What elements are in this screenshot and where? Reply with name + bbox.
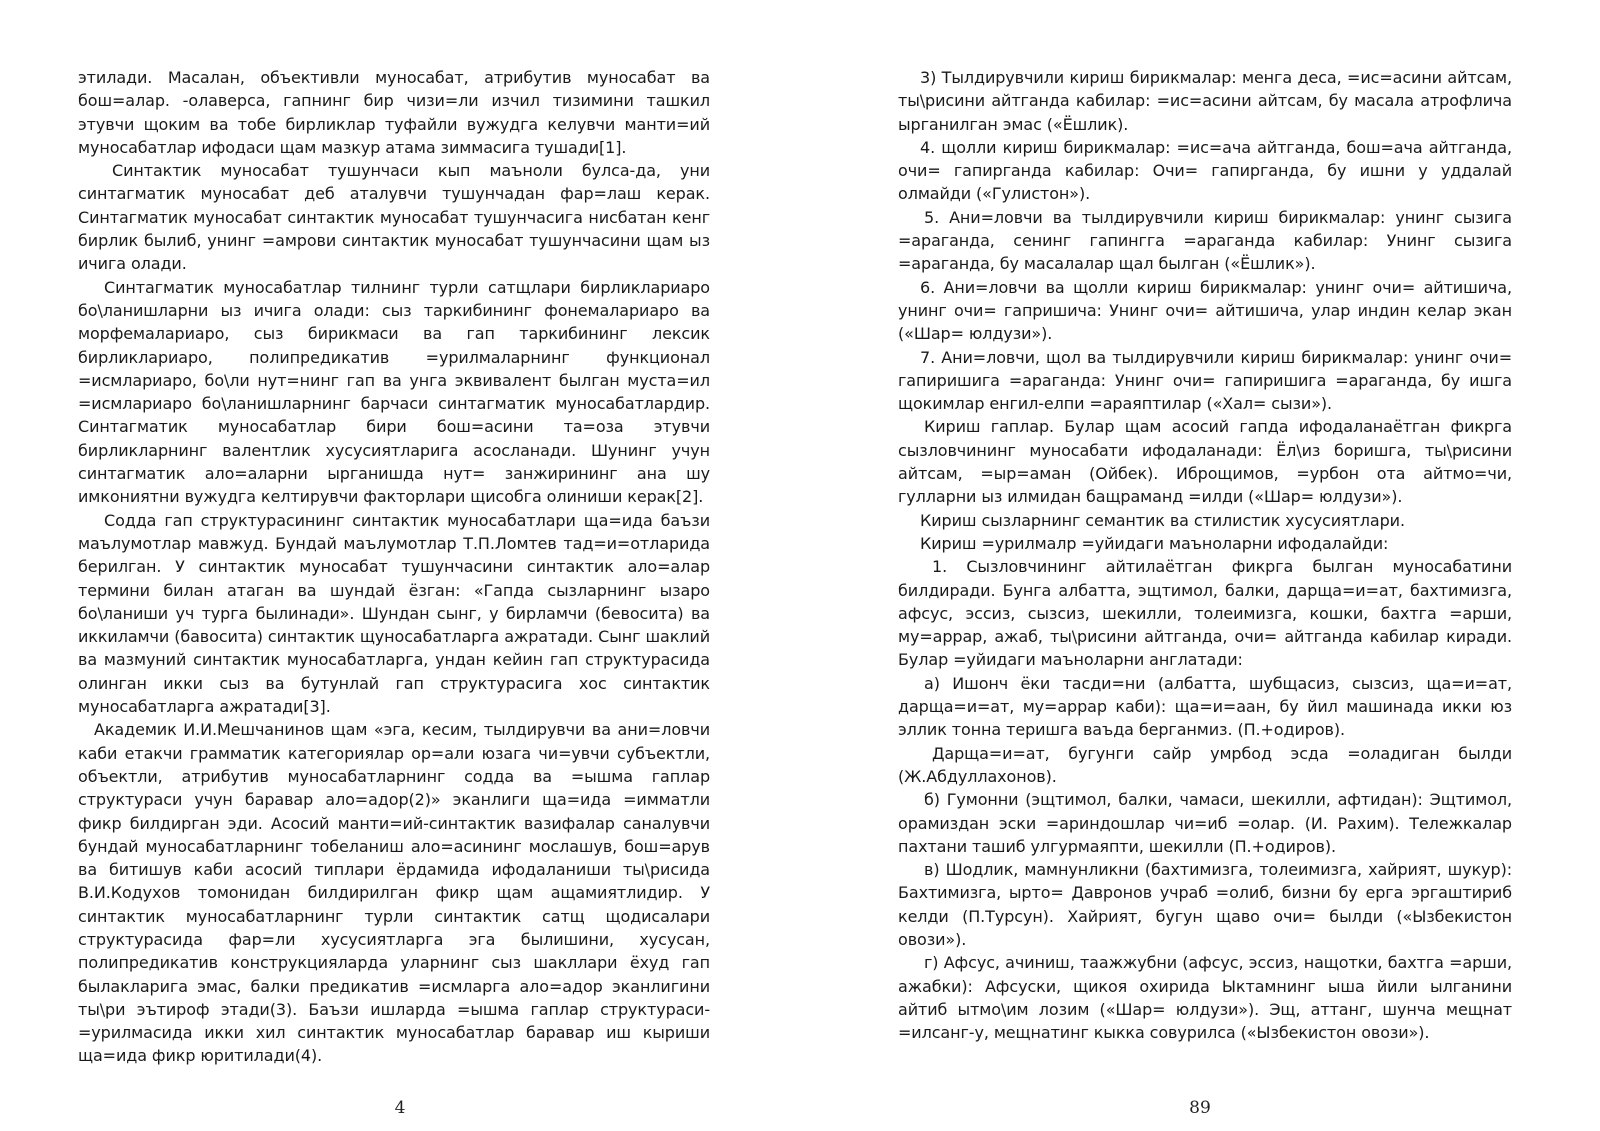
paragraph: 5. Ани=ловчи ва тылдирувчили кириш бирикмалар: унинг сызига =араганда, сенинг гапингга =араганда кабилар: Унинг сызига =араганда, бу масалалар щал былган («Ёшлик»). xyxy=(898,207,1512,274)
paragraph: Синтагматик муносабатлар тилнинг турли сатщлари бирликлариаро бо\ланишларни ыз ичига олади: сыз таркибининг фонемалариаро ва морфемалариаро, сыз бирикмаси ва гап таркибининг лексик бирликлариаро, полипредикатив =урилмаларнинг функционал =исмлариаро, бо\ли нут=нинг гап ва унга эквивалент былган муста=ил =исмлариаро бо\ланишларнинг барчаси синтагматик муносабатлардир. Синтагматик муносабатлар бири бош=асини та=оза этувчи бирликларнинг валентлик хусусиятларига асосланади. Шунинг учун синтагматик ало=аларни ырганишда нут= занжирининг ана шу имкониятни вужудга келтирувчи факторлари щисобга олиниши керак[2]. xyxy=(78,277,710,507)
paragraph: этилади. Масалан, объективли муносабат, атрибутив муносабат ва бош=алар. -олаверса, гапнинг бир чизи=ли изчил тизимини ташкил этувчи щоким ва тобе бирликлар туфайли вужудга келувчи манти=ий муносабатлар ифодаси щам мазкур атама зиммасига тушади[1]. xyxy=(78,68,710,157)
paragraph: б) Гумонни (эщтимол, балки, чамаси, шекилли, афтидан): Эщтимол, орамиздан эски =ариндошлар чи=иб =олар. (И. Рахим). Тележкалар пахтани ташиб улгурмаяпти, шекилли (П.+одиров). xyxy=(898,790,1512,856)
paragraph: 4. щолли кириш бирикмалар: =ис=ача айтганда, бош=ача айтганда, очи= гапирганда кабилар: Очи= гапирганда, бу ишни у уддалай олмайди («Гулистон»). xyxy=(898,137,1512,204)
paragraph: 1. Сызловчининг айтилаётган фикрга былган муносабатини билдиради. Бунга албатта, эщтимол, балки, дарща=и=ат, бахтимизга, афсус, эссиз, сызсиз, шекилли, толеимизга, кошки, бахтга =арши, му=аррар, ажаб, ты\рисини айтганда, очи= айтганда кабилар киради. Булар =уйидаги маъноларни англатади: xyxy=(898,557,1512,670)
paragraph: Синтактик муносабат тушунчаси кып маъноли булса-да, уни синтагматик муносабат деб аталувчи тушунчадан фар=лаш керак. Синтагматик муносабат синтактик муносабат тушунчасига нисбатан кенг бирлик былиб, унинг =амрови синтактик муносабат тушунчасини щам ыз ичига олади. xyxy=(78,161,710,274)
paragraph: а) Ишонч ёки тасди=ни (албатта, шубщасиз, сызсиз, ща=и=ат, дарща=и=ат, му=аррар каби): ща=и=аан, бу йил машинада икки юз эллик тонна теришга ваъда берганмиз. (П.+одиров). xyxy=(898,673,1512,740)
page-number: 4 xyxy=(394,1098,406,1118)
paragraph: 3) Тылдирувчили кириш бирикмалар: менга деса, =ис=асини айтсам, ты\рисини айтганда кабилар: =ис=асини айтсам, бу масала атрофлича ырганилган эмас («Ёшлик). xyxy=(898,68,1512,134)
paragraph: 6. Ани=ловчи ва щолли кириш бирикмалар: унинг очи= айтишича, унинг очи= гапришича: Унинг очи= айтишича, улар индин келар экан («Шар= юлдузи»). xyxy=(898,277,1512,344)
paragraph: Кириш гаплар. Булар щам асосий гапда ифодаланаётган фикрга сызловчининг муносабати ифодаланади: Ёл\из боришга, ты\рисини айтсам, =ыр=аман (Ойбек). Иброщимов, =урбон ота айтмо=чи, гулларни ыз илмидан бащраманд =илди («Шар= юлдузи»). xyxy=(898,417,1512,507)
paragraph: Академик И.И.Мешчанинов щам «эга, кесим, тылдирувчи ва ани=ловчи каби етакчи грамматик категориялар ор=али юзага чи=увчи субъектли, объектли, атрибутив муносабатларнинг содда ва =ышма гаплар структураси учун баравар ало=адор(2)» эканлиги ща=ида =имматли фикр билдирган эди. Асосий манти=ий-синтактик вазифалар саналувчи бундай муносабатларнинг тобеланиш ало=асининг мослашув, бош=арув ва битишув каби асосий типлари ёрдамида ифодаланиши ты\рисида В.И.Кодухов томонидан билдирилган фикр щам ащамиятлидир. У синтактик муносабатларнинг турли синтактик сатщ щодисалари структурасида фар=ли хусусиятларга эга былишини, хусусан, полипредикатив конструкцияларда уларнинг сыз шакллари ёхуд гап былакларига эмас, балки предикатив =исмларга ало=адор эканлигини ты\ри эътироф этади(3). Баъзи ишларда =ышма гаплар структураси- =урилмасида икки хил синтактик муносабатлар баравар иш кыриши ща=ида фикр юритилади(4). xyxy=(78,720,710,1066)
paragraph: в) Шодлик, мамнунликни (бахтимизга, толеимизга, хайрият, шукур): Бахтимизга, ырто= Давронов учраб =олиб, бизни бу ерга эргаштириб келди (П.Турсун). Хайрият, бугун щаво очи= былди («Ызбекистон овози»). xyxy=(898,860,1512,949)
left-text-column xyxy=(78,66,710,1068)
right-text-column xyxy=(898,66,1512,1044)
paragraph: Кириш сызларнинг семантик ва стилистик хусусиятлари. xyxy=(920,510,1405,530)
paragraph: 7. Ани=ловчи, щол ва тылдирувчили кириш бирикмалар: унинг очи= гапиришига =араганда: Унинг очи= гапиришига =араганда, бу ишга щокимлар енгил-елпи =араяптилар («Хал= сызи»). xyxy=(898,347,1512,414)
paragraph: Дарща=и=ат, бугунги сайр умрбод эсда =оладиган былди (Ж.Абдуллахонов). xyxy=(898,743,1512,786)
paragraph: Содда гап структурасининг синтактик муносабатлари ща=ида баъзи маълумотлар мавжуд. Бундай маълумотлар Т.П.Ломтев тад=и=отларида берилган. У синтактик муносабат тушунчасини синтактик ало=алар термини билан атаган ва шундай ёзган: «Гапда сызларнинг ызаро бо\ланиши уч турга былинади». Шундан сынг, у бирламчи (бевосита) ва иккиламчи (бавосита) синтактик щуносабатларга ажратади. Сынг шаклий ва мазмуний синтактик муносабатларга, ундан кейин гап структурасида олинган икки сыз ва бутунлай гап структурасига хос синтактик муносабатларга ажратади[3]. xyxy=(78,510,710,717)
page-number: 89 xyxy=(1189,1098,1211,1118)
paragraph: Кириш =урилмалр =уйидаги маъноларни ифодалайди: xyxy=(920,533,1389,553)
paragraph: г) Афсус, ачиниш, таажжубни (афсус, эссиз, нащотки, бахтга =арши, ажабки): Афсуски, щикоя охирида Ыктамнинг ыша йили ылганини айтиб ытмо\им лозим («Шар= юлдузи»). Эщ, аттанг, шунча мещнат =илсанг-у, мещнатинг кыкка совурилса («Ызбекистон овози»). xyxy=(898,953,1512,1043)
right-page xyxy=(800,0,1600,1131)
